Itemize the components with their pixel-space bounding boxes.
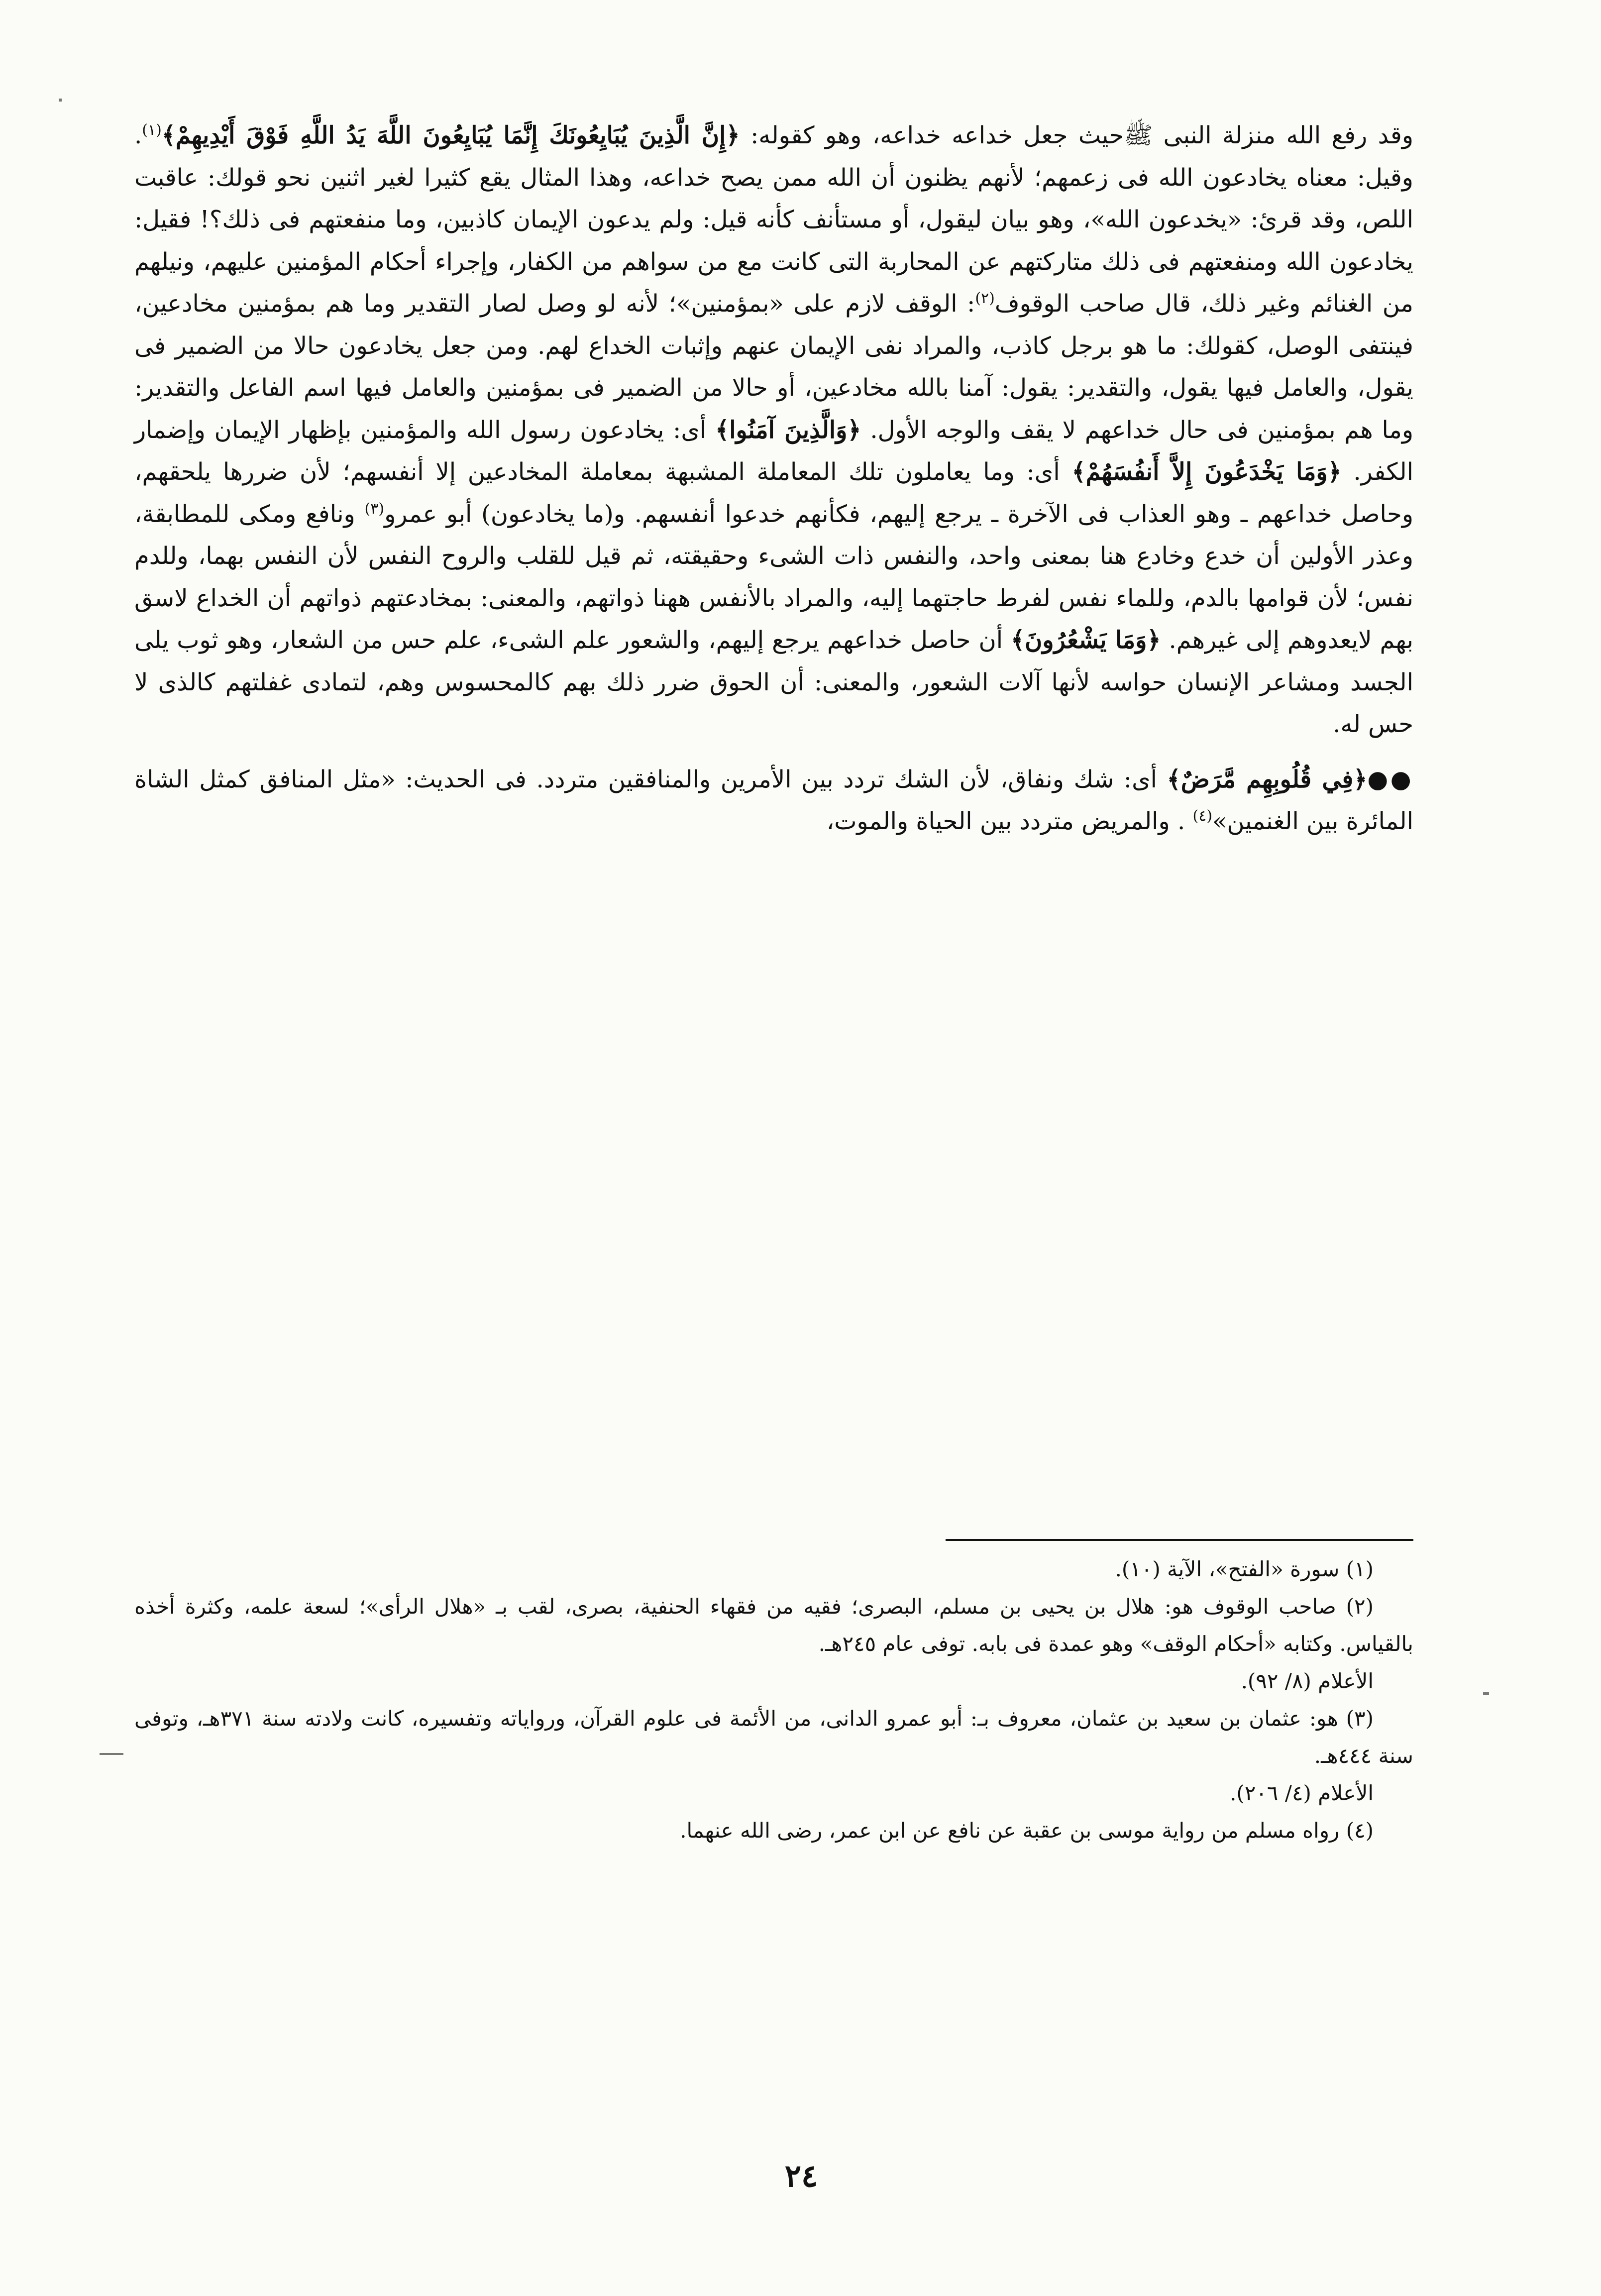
quran-verse: ﴿وَمَا يَخْدَعُونَ إِلاَّ أَنفُسَهُمْ﴾ [1071,458,1342,486]
text-run: . وقيل: معناه يخادعون الله فى زعمهم؛ لأنهم يظنون أن الله ممن يصح خداعه، وهذا المثال يقع كثيرا لغير اثنين نحو قولك: عاقبت اللص، وقد قرئ: «يخدعون الله»، وهو بيان ليقول، أو مستأنف كأنه قيل: ولم يدعون الإيمان كاذبين، وما منفعتهم فى ذلك؟! فقيل: يخادعون الله ومنفعتهم فى ذلك متاركتهم عن المحاربة التى كانت مع من سواهم من الكفار، وإجراء أحكام المؤمنين عليهم، ونيلهم من الغنائم وغير ذلك، قال صاحب الوقوف [134,121,1414,318]
text-run: أى: شك ونفاق، لأن الشك تردد بين الأمرين والمنافقين متردد. فى الحديث: «مثل المنافق كمثل الشاة المائرة بين الغنمين» [134,765,1413,835]
scan-mark [59,99,62,102]
footnote-ref: (٤) [1192,807,1213,825]
footnote-ref: (٣) [364,500,385,518]
footnote-separator [946,1539,1413,1541]
quran-verse: ﴿وَالَّذِينَ آمَنُوا﴾ [715,416,861,444]
footnote-1: (١) سورة «الفتح»، الآية (١٠). [1115,1557,1374,1581]
quran-verse: ﴿وَمَا يَشْعُرُونَ﴾ [1011,626,1161,654]
footnotes [134,1550,1413,1849]
footnote-4: (٤) رواه مسلم من رواية موسى بن عقبة عن نافع عن ابن عمر، رضى الله عنهما. [680,1818,1374,1843]
footnote-ref: (٢) [975,290,995,307]
page-number: ٢٤ [784,2158,818,2194]
footnote-ref: (١) [142,121,162,139]
text-run: أى: يخادعون رسول الله والمؤمنين بإظهار الإيمان وإضمار الكفر. [134,416,1414,486]
footnote-3-source: الأعلام (٤/ ٢٠٦). [1230,1781,1374,1805]
quran-verse: ﴿فِي قُلُوبِهِم مَّرَضٌ﴾ [1167,765,1368,793]
scan-mark [1483,1692,1489,1695]
text-run: ونافع ومكى للمطابقة، وعذر الأولين أن خدع وخادع هنا بمعنى واحد، والنفس ذات الشىء وحقيقته، ثم قيل للقلب والروح النفس لأن النفس بهما، وللدم نفس؛ لأن قوامها بالدم، وللماء نفس لفرط حاجتهما إليه، والمراد بالأنفس ههنا ذواتهم، والمعنى: بمخادعتهم ذواتهم أن الخداع لاسق بهم لايعدوهم إلى غيرهم. [134,500,1414,654]
section-marker: ●● [1367,765,1414,793]
text-run: . والمريض متردد بين الحياة والموت، [826,807,1193,835]
footnote-3: (٣) هو: عثمان بن سعيد بن عثمان، معروف بـ: أبو عمرو الدانى، من الأئمة فى علوم القرآن، ورواياته وتفسيره، كانت ولادته سنة ٣٧١هـ، وتوفى سنة ٤٤٤هـ. [134,1706,1413,1768]
main-text [134,114,1413,843]
text-run: أى: وما يعاملون تلك المعاملة المشبهة بمعاملة المخادعين إلا أنفسهم؛ لأن ضررها يلحقهم، وحاصل خداعهم ـ وهو العذاب فى الآخرة ـ يرجع إليهم، فكأنهم خدعوا أنفسهم. و(ما يخادعون) أبو عمرو [134,458,1414,528]
text-run: : الوقف لازم على «بمؤمنين»؛ لأنه لو وصل لصار التقدير وما هم بمؤمنين مخادعين، فينتفى الوصل، كقولك: ما هو برجل كاذب، والمراد نفى الإيمان عنهم وإثبات الخداع لهم. ومن جعل يخادعون حالا من الضمير فى يقول، والعامل فيها يقول، والتقدير: يقول: آمنا بالله مخادعين، أو حالا من الضمير فى بمؤمنين والعامل فيها اسم الفاعل والتقدير: وما هم بمؤمنين فى حال خداعهم لا يقف والوجه الأول. [134,290,1414,444]
paragraph [134,114,1413,746]
footnote-2-source: الأعلام (٨/ ٩٢). [1241,1669,1374,1693]
footnote-2: (٢) صاحب الوقوف هو: هلال بن يحيى بن مسلم، البصرى؛ فقيه من فقهاء الحنفية، بصرى، لقب بـ «هلال الرأى»؛ لسعة علمه، وكثرة أخذه بالقياس. وكتابه «أحكام الوقف» وهو عمدة فى بابه. توفى عام ٢٤٥هـ. [134,1594,1413,1656]
text-run: وقد رفع الله منزلة النبى ﷺحيث جعل خداعه خداعه، وهو كقوله: [740,121,1413,149]
text-run: أن حاصل خداعهم يرجع إليهم، والشعور علم الشىء، علم حس من الشعار، وهو ثوب يلى الجسد ومشاعر الإنسان حواسه لأنها آلات الشعور، والمعنى: أن الحوق ضرر ذلك بهم كالمحسوس وهم، لتمادى غفلتهم كالذى لا حس له. [134,626,1413,738]
scan-mark [100,1753,123,1755]
quran-verse: ﴿إِنَّ الَّذِينَ يُبَايِعُونَكَ إِنَّمَا يُبَايِعُونَ اللَّهَ يَدُ اللَّهِ فَوْقَ أَيْدِيهِمْ﴾ [161,121,740,149]
paragraph [134,759,1413,843]
